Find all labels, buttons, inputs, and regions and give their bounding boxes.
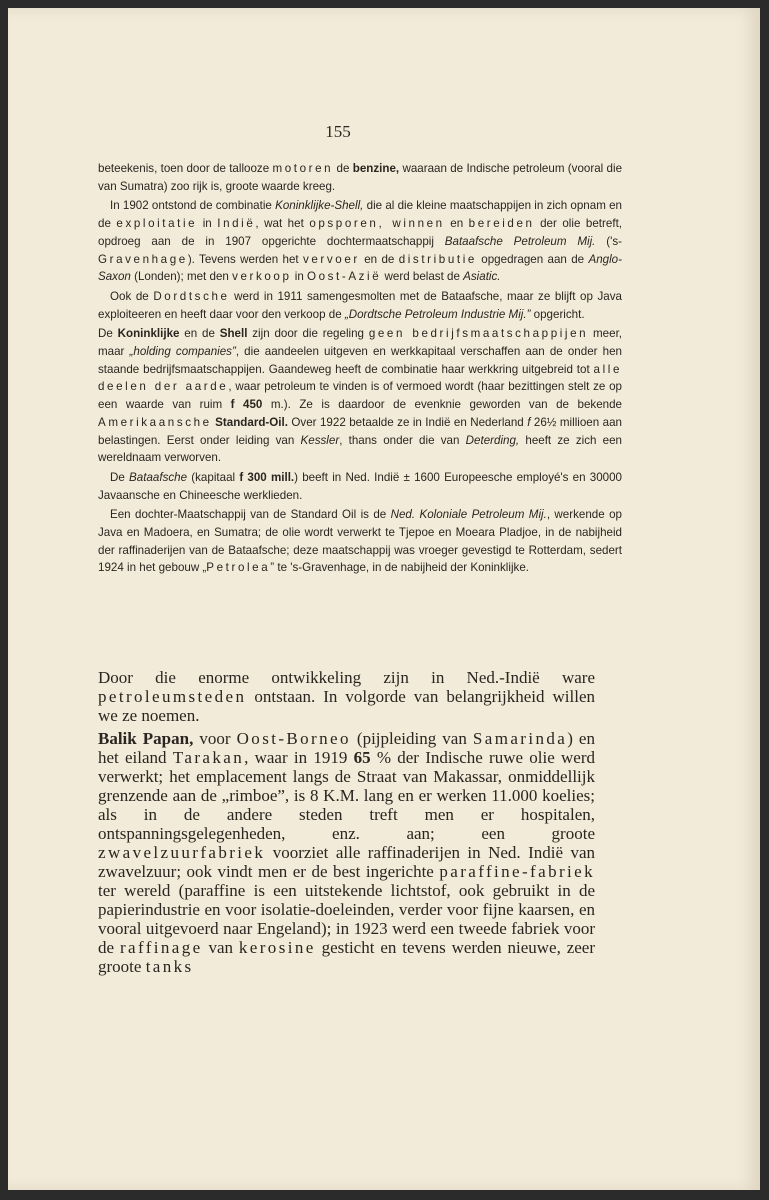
spaced-text: distributie — [398, 252, 477, 266]
paragraph — [98, 506, 622, 577]
italic-text: Bataafsche — [129, 470, 188, 484]
spaced-text: Gravenhage — [98, 252, 188, 266]
italic-text: Kessler — [300, 433, 340, 447]
italic-text: Koninklijke-Shell, — [275, 199, 364, 213]
text: opgericht. — [530, 307, 585, 321]
spaced-text: geen bedrijfsmaatschappijen — [368, 327, 589, 341]
paragraph — [98, 325, 622, 467]
text: ) beeft in Ned. Indië ± 1600 Europeesche employé's en 30000 Javaansche en Chineesche werklieden. — [98, 470, 623, 502]
text: die al die kleine maatschappijen in zich opnam en de — [98, 199, 622, 231]
text: opgedragen aan de — [476, 252, 589, 266]
italic-text: Bataafsche Petroleum Mij. — [444, 234, 596, 248]
spaced-text: vervoer — [302, 252, 360, 266]
text: Een dochter-Maatschappij van de Standard Oil is de — [110, 508, 391, 522]
spaced-text: tanks — [145, 957, 194, 976]
page-number: 155 — [325, 122, 351, 141]
text: ) en het eiland — [98, 729, 595, 767]
paragraph — [98, 197, 622, 286]
text: (Londen); met den — [130, 270, 233, 284]
text: m.). Ze is daardoor de evenknie geworden van de bekende — [262, 398, 622, 412]
text: ). Tevens werden het — [187, 252, 303, 266]
paragraph — [98, 288, 622, 323]
italic-text: f — [527, 415, 531, 429]
bold-text: Balik Papan, — [98, 729, 194, 748]
text: Door die enorme ontwikkeling zijn in Ned.-Indië ware — [98, 668, 595, 687]
text: ter wereld (paraffine is een uitstekende lichtstof, ook gebruikt in de papierindustrie en voor isolatie-doeleinden, verder voor fijne kaarsen, en vooral uitgevoerd naar Engeland); in 1923 werd een tweede fabriek voor de — [98, 881, 595, 957]
text: werd in 1911 samengesmolten met de Bataafsche, maar ze blijft op Java exploiteeren en heeft daar voor den verkoop de — [98, 289, 623, 321]
spaced-text: Oost-Borneo — [236, 729, 351, 748]
spaced-text: bereiden — [468, 217, 535, 231]
text: gesticht en tevens werden nieuwe, zeer groote — [98, 938, 595, 976]
italic-text: „Dordtsche Petroleum Industrie Mij.” — [344, 307, 531, 321]
spaced-text: Dordtsche — [153, 289, 230, 303]
spaced-text: zwavelzuurfabriek — [98, 843, 266, 862]
text: van — [202, 938, 239, 957]
text: de — [333, 162, 353, 175]
text: werd belast de — [381, 270, 464, 284]
text: en de — [179, 327, 220, 341]
italic-text: Asiatic. — [463, 270, 501, 284]
text: ” te 's-Gravenhage, in de nabijheid der Koninklijke. — [270, 561, 529, 575]
text: De — [98, 327, 118, 341]
text: Over 1922 betaalde ze in Indië en Nederland — [287, 415, 528, 429]
spaced-text: exploitatie — [116, 217, 198, 231]
text: voor — [193, 729, 237, 748]
bold-text: benzine, — [352, 162, 400, 175]
text: (kapitaal — [187, 470, 240, 484]
small-print-section — [98, 160, 622, 579]
text: in — [291, 270, 307, 284]
italic-text: Ned. Koloniale Petroleum Mij. — [390, 508, 547, 522]
text: ontstaan. In volgorde van belangrijkheid willen we ze noemen. — [98, 687, 595, 725]
spaced-text: petroleumsteden — [98, 687, 247, 706]
spaced-text: Petrolea — [206, 561, 271, 575]
text: en — [444, 217, 469, 231]
text: waaraan de Indische petroleum (vooral die van Sumatra) zoo rijk is, groote waarde kreeg. — [98, 162, 623, 193]
text: ('s- — [595, 234, 622, 248]
spaced-text: raffinage — [119, 938, 203, 957]
text: 26½ millioen aan belastingen. Eerst onder leiding van — [98, 415, 622, 447]
spaced-text: paraffine-fabriek — [439, 862, 595, 881]
text: % der Indische ruwe olie werd verwerkt; het emplacement langs de Straat van Makassar, onmiddellijk grenzende aan de „rimboe”, is 8 K.M. lang en er werken 11.000 koelies; als in de andere steden treft men er hospitalen, ontspanningsgelegenheden, enz. aan; een groote — [98, 748, 596, 843]
text: in — [197, 217, 218, 231]
text: Ook de — [110, 289, 154, 303]
text: der olie betreft, opdroeg aan de in 1907 opgerichte dochtermaatschappij — [98, 217, 623, 248]
spaced-text: motoren — [272, 162, 334, 175]
spaced-text: kerosine — [238, 938, 316, 957]
spaced-text: Samarinda — [472, 729, 568, 748]
text: , waar petroleum te vinden is of vermoed wordt (haar bezittingen stelt ze op een waarde van ruim — [98, 380, 622, 412]
bold-text: Shell — [219, 327, 248, 341]
bold-text: 65 — [353, 748, 371, 767]
italic-text: Deterding, — [465, 433, 520, 447]
text: zijn door die regeling — [247, 327, 369, 341]
italic-text: „holding companies” — [129, 345, 236, 359]
spaced-text: opsporen, winnen — [309, 217, 445, 231]
bold-text: f 300 mill. — [239, 470, 295, 484]
text: (pijpleiding van — [350, 729, 473, 748]
italic-text: Anglo-Saxon — [98, 252, 622, 284]
text: meer, maar — [98, 327, 623, 359]
spaced-text: Tarakan — [172, 748, 245, 767]
spaced-text: Oost-Azië — [306, 270, 382, 284]
text: , werkende op Java en Madoera, en Sumatra; de olie wordt verwerkt te Tjepoe en Moeara Pladjoe, in de nabijheid der raffinaderijen van de Bataafsche; deze maatschappij was vroeger gevestigd te Rotterdam, sedert 1924 in het gebouw „ — [98, 508, 622, 575]
spaced-text: verkoop — [232, 270, 292, 284]
bold-text: Standard-Oil. — [215, 415, 288, 429]
text: en de — [359, 252, 399, 266]
text: beteekenis, toen door de tallooze — [98, 162, 273, 175]
spaced-text: alle deelen der aarde — [98, 362, 622, 394]
text: , die aandeelen uitgeven en werkkapitaal verschaffen aan de onder hen staande bedrijfsmaatschappijen. Gaandeweg heeft de combinatie haar werkkring uitgebreid tot — [98, 345, 622, 376]
paragraph — [98, 160, 622, 195]
text: , wat het — [255, 217, 310, 231]
spaced-text: Indië — [217, 217, 256, 231]
spaced-text: Amerikaansche — [98, 415, 212, 429]
text: De — [110, 470, 130, 484]
paragraph — [98, 668, 595, 725]
bold-text: f 450 — [230, 398, 263, 412]
book-page — [8, 8, 760, 1190]
text: , waar in 1919 — [244, 748, 354, 767]
text: In 1902 ontstond de combinatie — [110, 199, 276, 213]
paragraph — [98, 469, 622, 504]
text: heeft ze zich een wereldnaam verworven. — [98, 433, 622, 465]
large-print-section — [98, 668, 595, 980]
text: , thans onder die van — [339, 433, 466, 447]
bold-text: Koninklijke — [117, 327, 180, 341]
text: voorziet alle raffinaderijen in Ned. Indië van zwavelzuur; ook vindt men er de best ingerichte — [98, 843, 595, 881]
paragraph — [98, 729, 595, 976]
